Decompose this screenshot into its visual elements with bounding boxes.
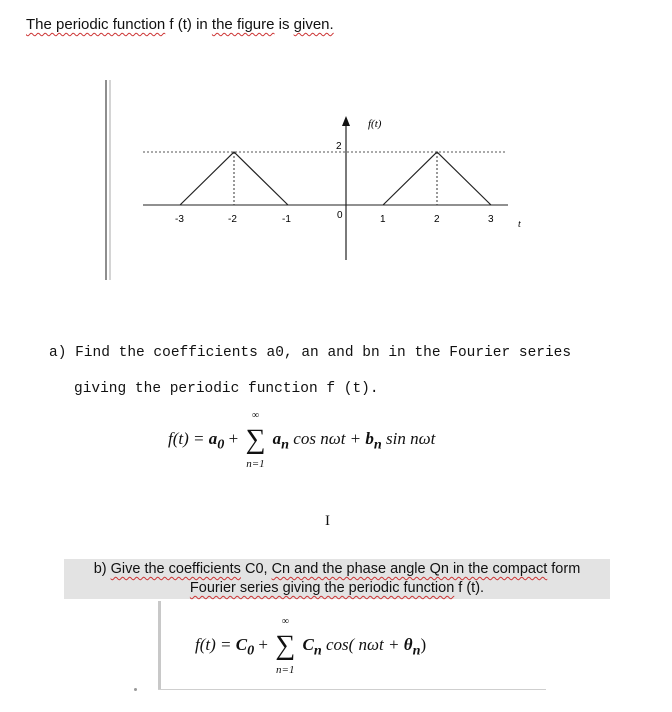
coef-a0: a (208, 428, 218, 448)
x-tick-label: 3 (488, 214, 494, 225)
coef-a0-sub: 0 (217, 436, 225, 453)
coef-an-sub: n (281, 436, 290, 453)
part-b-word: f (t). (454, 580, 485, 596)
sum-lower-limit: n=1 (276, 664, 295, 676)
title-word: the figure (211, 16, 275, 33)
coef-c0: C (235, 634, 248, 654)
y-axis-label: f(t) (368, 118, 382, 130)
cos-term: cos( nωt + (321, 634, 404, 654)
plus-sign: + (254, 634, 273, 654)
coef-bn-sub: n (373, 436, 382, 453)
x-tick-label: -1 (282, 214, 291, 225)
part-b-question (64, 559, 610, 599)
part-a-line-1: a) Find the coefficients a0, an and bn in the Fourier series (49, 345, 572, 361)
close-paren: ) (420, 634, 427, 654)
sum-symbol: ∑ (245, 424, 266, 455)
formula-lhs: f(t) = (168, 428, 209, 448)
title-word: given. (293, 16, 334, 33)
coef-c0-sub: 0 (247, 642, 255, 659)
coef-cn: C (302, 634, 314, 654)
phase-theta: θ (403, 634, 413, 654)
sum-symbol: ∑ (275, 630, 296, 661)
formula-box-bottom-border (158, 689, 546, 690)
part-b-word: Give the coefficients (110, 561, 241, 577)
formula-box-left-border (158, 601, 161, 689)
part-b-word: b) (93, 561, 111, 577)
cos-term: cos nωt + (289, 428, 366, 448)
x-axis-label: t (518, 219, 521, 230)
sum-upper-limit: ∞ (281, 616, 289, 627)
x-tick-label: -3 (175, 214, 184, 225)
text-cursor: I (325, 513, 330, 529)
formula-lhs: f(t) = (195, 634, 236, 654)
title-word: f (t) in (165, 16, 212, 33)
title-word: The periodic function (26, 16, 166, 33)
peak-value-label: 2 (336, 141, 342, 152)
periodic-function-graph (0, 0, 672, 300)
coef-cn-sub: n (313, 642, 322, 659)
part-b-word: C0, (240, 561, 272, 577)
compact-fourier-formula (195, 616, 427, 676)
phase-theta-sub: n (412, 642, 421, 659)
summation (272, 616, 298, 676)
sum-lower-limit: n=1 (246, 458, 265, 470)
sum-upper-limit: ∞ (251, 410, 259, 421)
title-word: is (274, 16, 294, 33)
stray-dot (134, 688, 137, 691)
y-axis-arrow (342, 116, 350, 126)
coef-an: a (272, 428, 282, 448)
summation (242, 410, 268, 470)
plus-sign: + (224, 428, 243, 448)
part-b-word: Fourier series giving the periodic function (189, 580, 455, 596)
sin-term: sin nωt (381, 428, 436, 448)
part-a-line-2: giving the periodic function f (t). (74, 381, 379, 397)
part-b-word: Cn and the phase angle Qn in the compact (271, 561, 548, 577)
origin-label: 0 (337, 210, 343, 221)
fourier-series-formula (168, 410, 436, 470)
x-tick-label: -2 (228, 214, 237, 225)
x-tick-label: 2 (434, 214, 440, 225)
coef-bn: b (365, 428, 374, 448)
part-b-word: form (547, 561, 581, 577)
x-tick-label: 1 (380, 214, 386, 225)
